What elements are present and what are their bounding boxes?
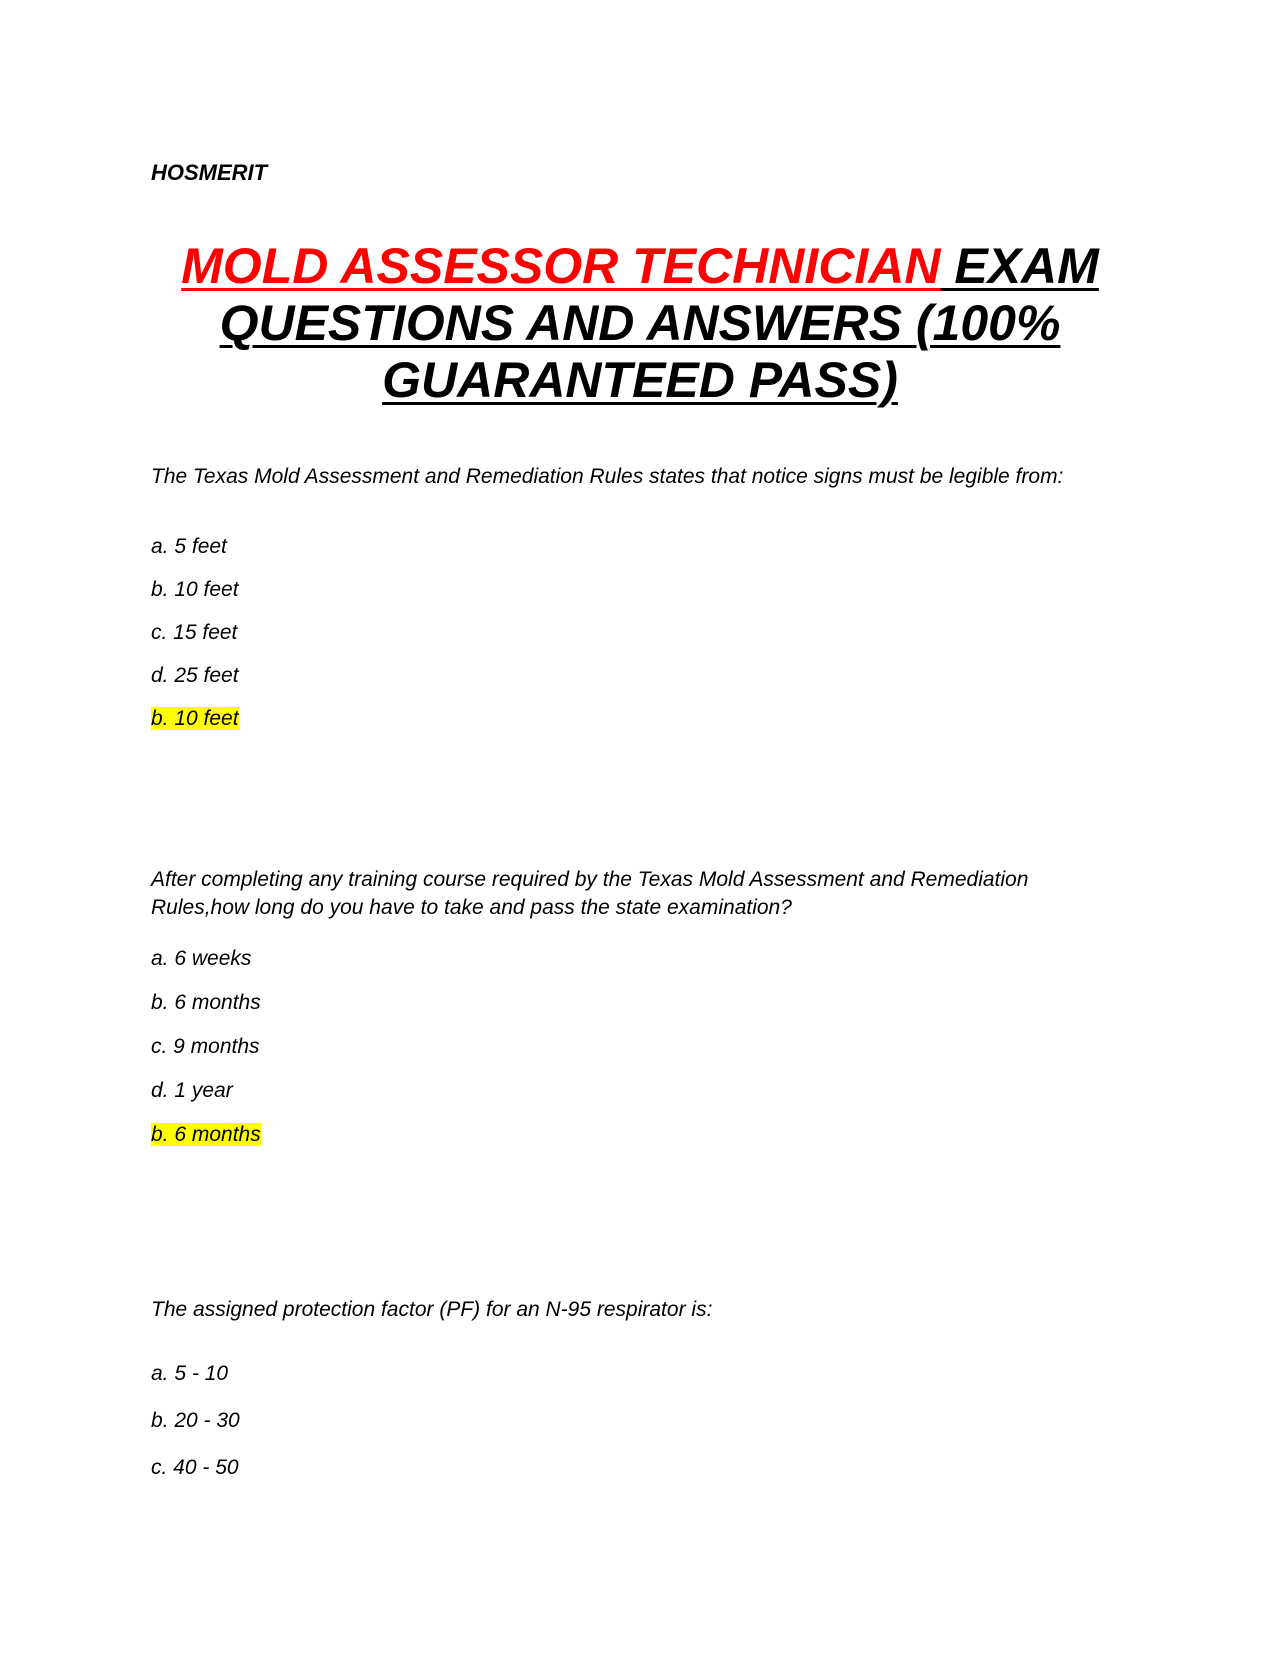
question-2-option-d: d. 1 year — [151, 1079, 233, 1102]
answer-highlight: b. 10 feet — [151, 707, 239, 730]
question-1-answer — [151, 705, 239, 733]
question-1-text: The Texas Mold Assessment and Remediation Rules states that notice signs must be legible from: — [151, 465, 1064, 488]
question-2-option-c: c. 9 months — [151, 1035, 260, 1058]
answer-highlight: b. 6 months — [151, 1123, 261, 1146]
question-3-option-a: a. 5 - 10 — [151, 1362, 229, 1385]
title-line-3: GUARANTEED PASS) — [382, 352, 898, 408]
title-red-part: MOLD ASSESSOR TECHNICIAN — [181, 238, 941, 294]
question-2-option-a: a. 6 weeks — [151, 947, 252, 970]
question-3-option-c: c. 40 - 50 — [151, 1456, 239, 1479]
title-line-1 — [120, 238, 1160, 295]
question-2-option-b: b. 6 months — [151, 991, 261, 1014]
title-line-1-rest: EXAM — [940, 238, 1099, 294]
question-1-option-a: a. 5 feet — [151, 535, 227, 558]
question-3-option-b: b. 20 - 30 — [151, 1409, 240, 1432]
question-1-option-d: d. 25 feet — [151, 664, 239, 687]
title-line-2: QUESTIONS AND ANSWERS (100% — [219, 295, 1061, 351]
question-1-option-b: b. 10 feet — [151, 578, 239, 601]
question-2-text: After completing any training course required by the Texas Mold Assessment and Remediation Rules,how long do you have to take and pass the state examination? — [151, 868, 1029, 919]
brand-label: HOSMERIT — [151, 160, 268, 185]
question-3-text: The assigned protection factor (PF) for an N-95 respirator is: — [151, 1298, 713, 1321]
question-2-answer — [151, 1121, 261, 1149]
document-title — [120, 238, 1160, 409]
question-1-option-c: c. 15 feet — [151, 621, 238, 644]
